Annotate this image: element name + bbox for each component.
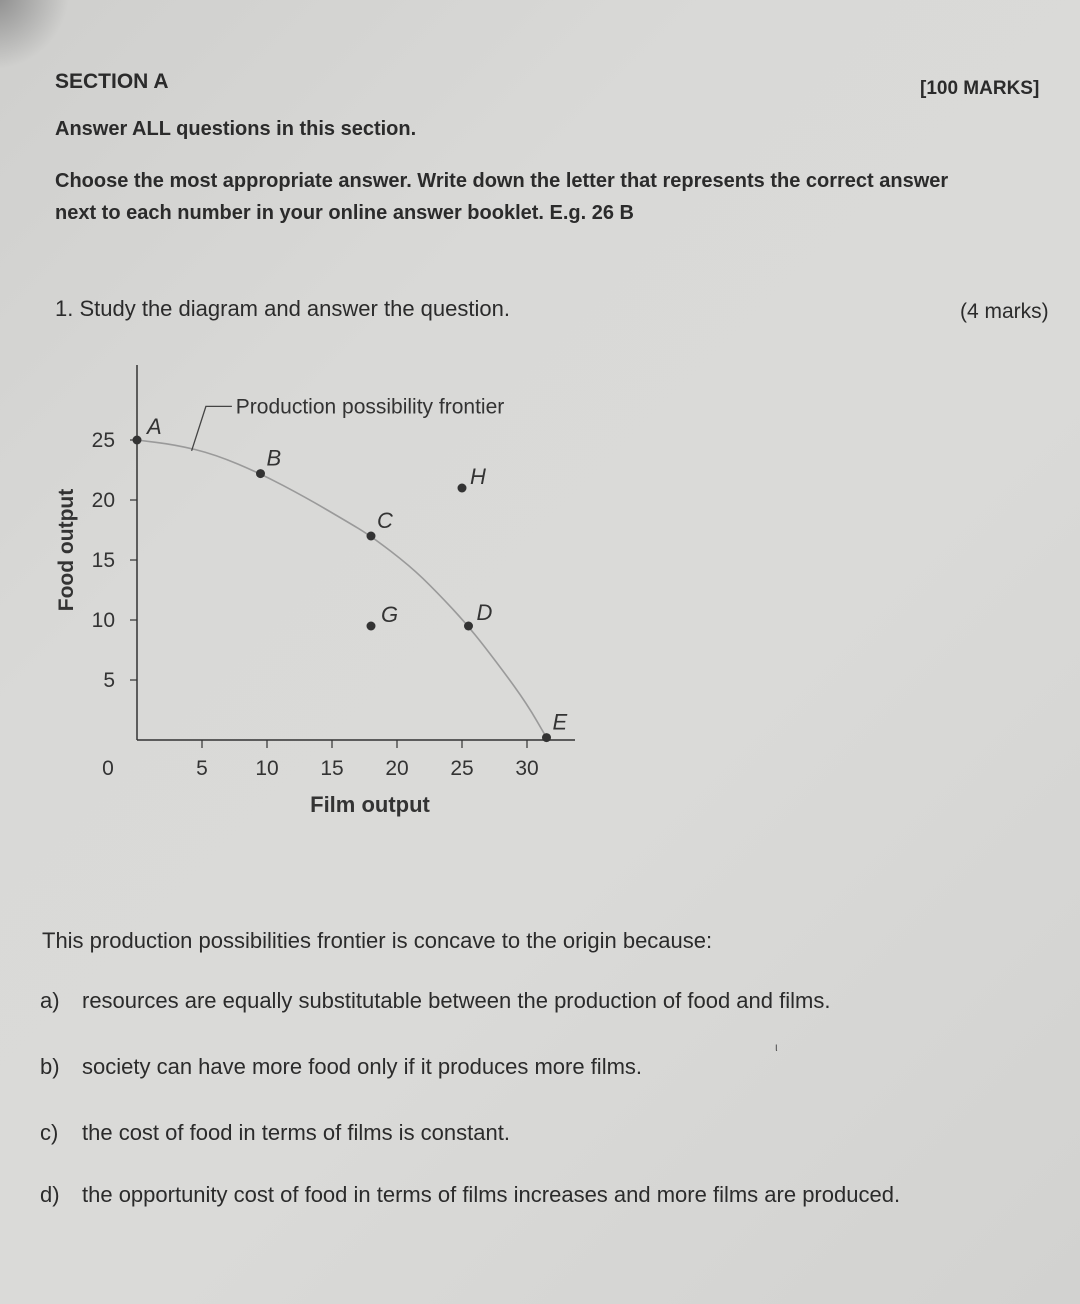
section-title: SECTION A [55,70,169,93]
option-b [40,1054,642,1080]
x-axis-title: Film output [310,792,430,817]
option-letter: c) [40,1120,59,1145]
x-tick-label: 30 [515,757,539,780]
x-tick-label: 15 [320,757,344,780]
choose-instruction-line1: Choose the most appropriate answer. Write down the letter that represents the correct answer [55,170,949,192]
point-label-c: C [377,508,393,533]
option-text: the opportunity cost of food in terms of films increases and more films are produced. [82,1182,901,1207]
choose-instruction-line2: next to each number in your online answer booklet. E.g. 26 B [55,202,635,224]
y-tick-label: 5 [103,669,115,692]
x-tick-label: 25 [450,757,474,780]
question-marks: (4 marks) [960,300,1049,323]
option-letter: b) [40,1054,60,1079]
option-text: resources are equally substitutable between the production of food and films. [82,988,831,1013]
x-tick-label: 0 [102,757,114,780]
option-letter: d) [40,1182,60,1207]
option-text: society can have more food only if it produces more films. [82,1054,643,1079]
point-label-e: E [552,709,568,735]
photo-corner-shadow [0,0,70,70]
question-prompt: 1. Study the diagram and answer the question. [55,296,510,321]
y-tick-label: 20 [91,489,115,512]
y-tick-label: 25 [91,429,115,452]
point-d [464,622,473,631]
answer-all-instruction: Answer ALL questions in this section. [55,118,417,140]
option-text: the cost of food in terms of films is constant. [82,1120,510,1145]
point-h [458,484,467,493]
option-d [40,1182,900,1208]
stray-pen-mark: ι [775,1040,778,1054]
point-label-b: B [266,445,282,471]
point-label-h: H [470,464,486,489]
option-letter: a) [40,988,60,1013]
option-a [40,988,830,1014]
point-label-a: A [147,414,162,439]
x-tick-label: 5 [196,757,208,780]
point-label-g: G [381,602,399,627]
y-tick-label: 15 [91,549,115,572]
point-e [542,733,551,742]
frontier-callout-line [192,406,232,450]
x-tick-label: 20 [385,757,409,780]
option-c [40,1120,510,1146]
y-axis-title: Food output [55,488,78,612]
point-c [367,532,376,541]
x-tick-label: 10 [255,757,279,780]
point-b [256,469,265,478]
ppf-chart [40,355,600,825]
point-label-d: D [476,600,493,625]
y-tick-label: 10 [91,609,115,632]
point-g [367,622,376,631]
point-a [133,436,142,445]
total-marks: [100 MARKS] [920,78,1040,99]
question-stem: This production possibilities frontier is concave to the origin because: [42,928,713,953]
frontier-label: Production possibility frontier [235,395,505,419]
